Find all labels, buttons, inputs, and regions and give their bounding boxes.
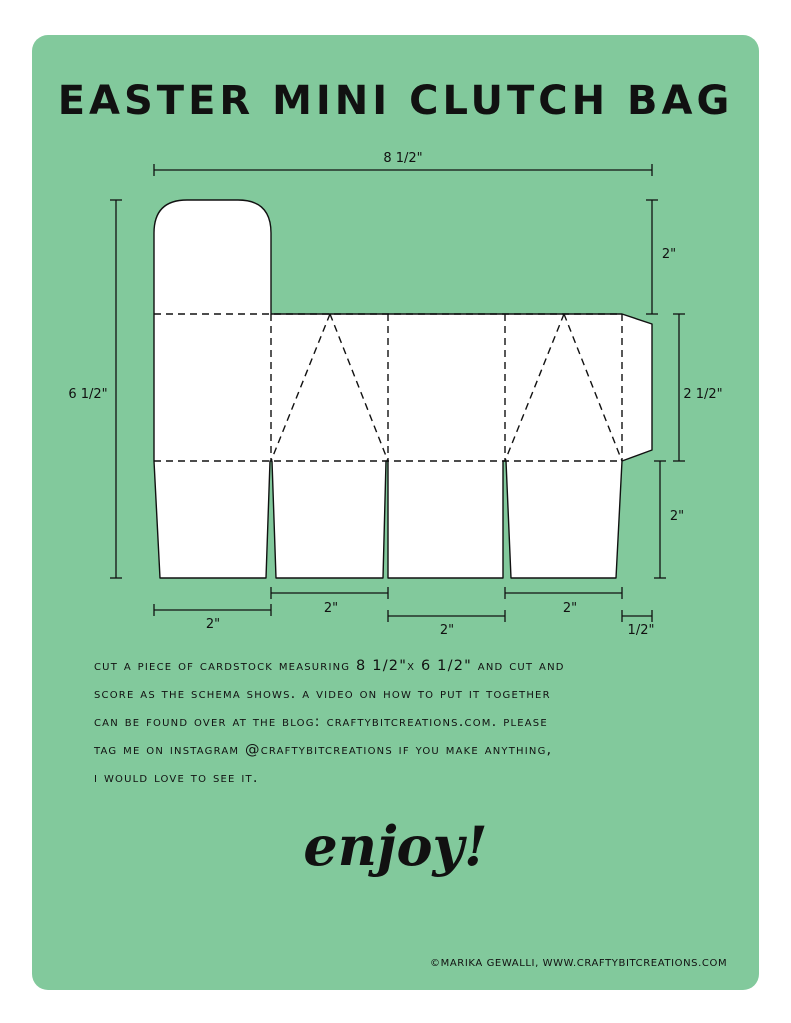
dim-total-height: 6 1/2" xyxy=(68,387,108,402)
dim-panel1-width: 2" xyxy=(205,617,221,632)
instructions-text xyxy=(94,652,734,792)
copyright-footer: ©MARIKA GEWALLI, WWW.CRAFTYBITCREATIONS.COM xyxy=(430,958,728,969)
dim-panel4-width: 2" xyxy=(562,601,578,616)
dim-bottom-height: 2" xyxy=(669,509,685,524)
closing-text: enjoy! xyxy=(303,814,488,878)
dim-total-width: 8 1/2" xyxy=(383,151,423,166)
template-outline xyxy=(154,200,652,578)
dim-panel2-width: 2" xyxy=(323,601,339,616)
dim-top-flap-height: 2" xyxy=(661,247,677,262)
instructions-line: i would love to see it. xyxy=(94,770,259,786)
dim-panel3-width: 2" xyxy=(439,623,455,638)
dim-body-height: 2 1/2" xyxy=(683,387,723,402)
dim-glue-tab-width: 1/2" xyxy=(627,623,655,638)
instructions-line: tag me on instagram @craftybitcreations if you make anything, xyxy=(94,742,553,758)
instructions-line: score as the schema shows. a video on how to put it together xyxy=(94,686,551,702)
instructions-line: can be found over at the blog: craftybitcreations.com. please xyxy=(94,714,548,730)
instructions-line: cut a piece of cardstock measuring 8 1/2"x 6 1/2" and cut and xyxy=(94,658,565,674)
page-title: EASTER MINI CLUTCH BAG xyxy=(57,78,734,124)
